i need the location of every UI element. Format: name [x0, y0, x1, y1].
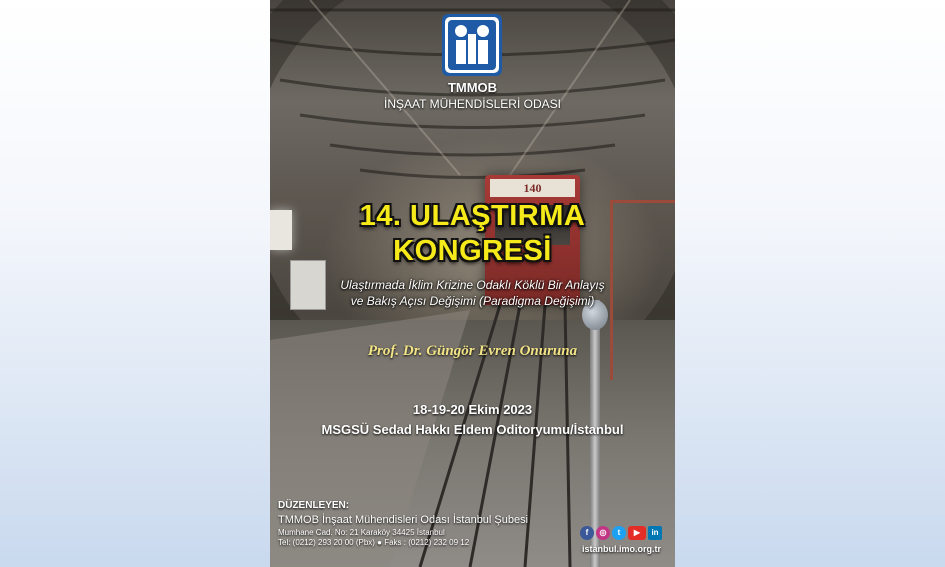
event-dates: 18-19-20 Ekim 2023 [412, 402, 533, 417]
congress-title-line2: KONGRESİ [393, 235, 552, 267]
organizer-label: DÜZENLEYEN: [278, 500, 350, 511]
congress-poster [270, 0, 675, 567]
website-link[interactable]: istanbul.imo.org.tr [582, 544, 662, 554]
organizer-phone: Tel: (0212) 293 20 00 (Pbx) ● Faks : (0212) 232 09 12 [278, 538, 470, 547]
social-icons [580, 526, 662, 540]
twitter-icon[interactable]: t [612, 526, 626, 540]
honoree: Prof. Dr. Güngör Evren Onuruna [367, 343, 578, 359]
linkedin-icon[interactable]: in [648, 526, 662, 540]
facebook-icon[interactable]: f [580, 526, 594, 540]
organizer-address: Mumhane Cad. No: 21 Karaköy 34425 İstanbul [278, 528, 445, 537]
organization-short: TMMOB [447, 80, 498, 95]
instagram-icon[interactable]: ◎ [596, 526, 610, 540]
subtitle-line1: Ulaştırmada İklim Krizine Odaklı Köklü Bir Anlayış [340, 278, 605, 292]
imo-logo [442, 14, 502, 76]
tram-sign: 140 [490, 179, 575, 197]
subtitle-line2: ve Bakış Açısı Değişimi (Paradigma Değişimi) [350, 294, 595, 308]
organizer-branch: TMMOB İnşaat Mühendisleri Odası İstanbul Şubesi [278, 514, 529, 526]
organization-name: İNŞAAT MÜHENDİSLERİ ODASI [384, 97, 561, 111]
youtube-icon[interactable]: ▶ [628, 526, 646, 540]
event-venue: MSGSÜ Sedad Hakkı Eldem Oditoryumu/İstanbul [321, 422, 624, 437]
congress-title-line1: 14. ULAŞTIRMA [359, 200, 586, 232]
organizer-block [278, 500, 528, 547]
